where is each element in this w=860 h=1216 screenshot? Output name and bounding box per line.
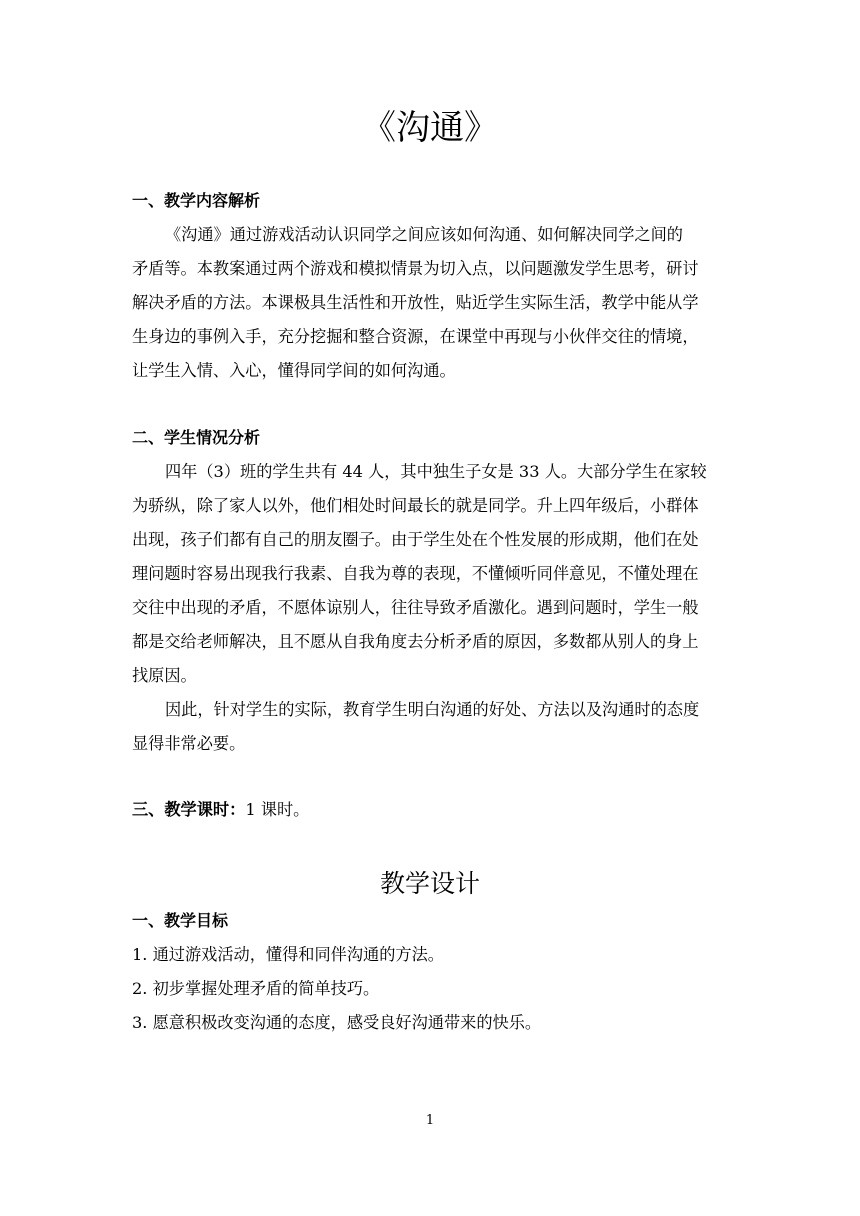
goal-item: 2. 初步掌握处理矛盾的简单技巧。 xyxy=(132,979,380,998)
goal-item: 3. 愿意积极改变沟通的态度，感受良好沟通带来的快乐。 xyxy=(132,1013,542,1032)
page-number: 1 xyxy=(425,1113,435,1128)
section-2-line: 为骄纵，除了家人以外，他们相处时间最长的就是同学。升上四年级后，小群体 xyxy=(132,496,699,515)
section-2-line: 显得非常必要。 xyxy=(132,734,246,753)
document-title: 《沟通》 xyxy=(362,108,498,148)
section-1-line: 让学生入情、入心，懂得同学间的如何沟通。 xyxy=(132,361,456,380)
section-2-line: 都是交给老师解决，且不愿从自我角度去分析矛盾的原因，多数都从别人的身上 xyxy=(132,632,699,651)
section-1-heading: 一、教学内容解析 xyxy=(132,191,261,210)
section-2-line: 四年（3）班的学生共有 44 人，其中独生子女是 33 人。大部分学生在家较 xyxy=(165,462,707,481)
section-1-line: 矛盾等。本教案通过两个游戏和模拟情景为切入点，以问题激发学生思考，研讨 xyxy=(132,259,699,278)
section-2-line: 理问题时容易出现我行我素、自我为尊的表现，不懂倾听同伴意见，不懂处理在 xyxy=(132,564,699,583)
section-3-line xyxy=(132,799,732,821)
section-2-line: 找原因。 xyxy=(132,666,197,685)
design-title: 教学设计 xyxy=(379,869,480,898)
section-3-value: 1 课时。 xyxy=(245,800,310,819)
section-1-line: 生身边的事例入手，充分挖掘和整合资源，在课堂中再现与小伙伴交往的情境， xyxy=(132,327,699,346)
section-2-line: 出现，孩子们都有自己的朋友圈子。由于学生处在个性发展的形成期，他们在处 xyxy=(132,530,699,549)
goal-item: 1. 通过游戏活动，懂得和同伴沟通的方法。 xyxy=(132,945,444,964)
section-3-heading: 三、教学课时： xyxy=(132,800,246,819)
section-2-heading: 二、学生情况分析 xyxy=(132,428,261,447)
design-heading: 一、教学目标 xyxy=(132,911,229,930)
section-2-line: 因此，针对学生的实际，教育学生明白沟通的好处、方法以及沟通时的态度 xyxy=(165,700,700,719)
section-1-line: 解决矛盾的方法。本课极具生活性和开放性，贴近学生实际生活，教学中能从学 xyxy=(132,293,699,312)
section-1-line: 《沟通》通过游戏活动认识同学之间应该如何沟通、如何解决同学之间的 xyxy=(165,225,683,244)
section-2-line: 交往中出现的矛盾，不愿体谅别人，往往导致矛盾激化。遇到问题时，学生一般 xyxy=(132,598,699,617)
